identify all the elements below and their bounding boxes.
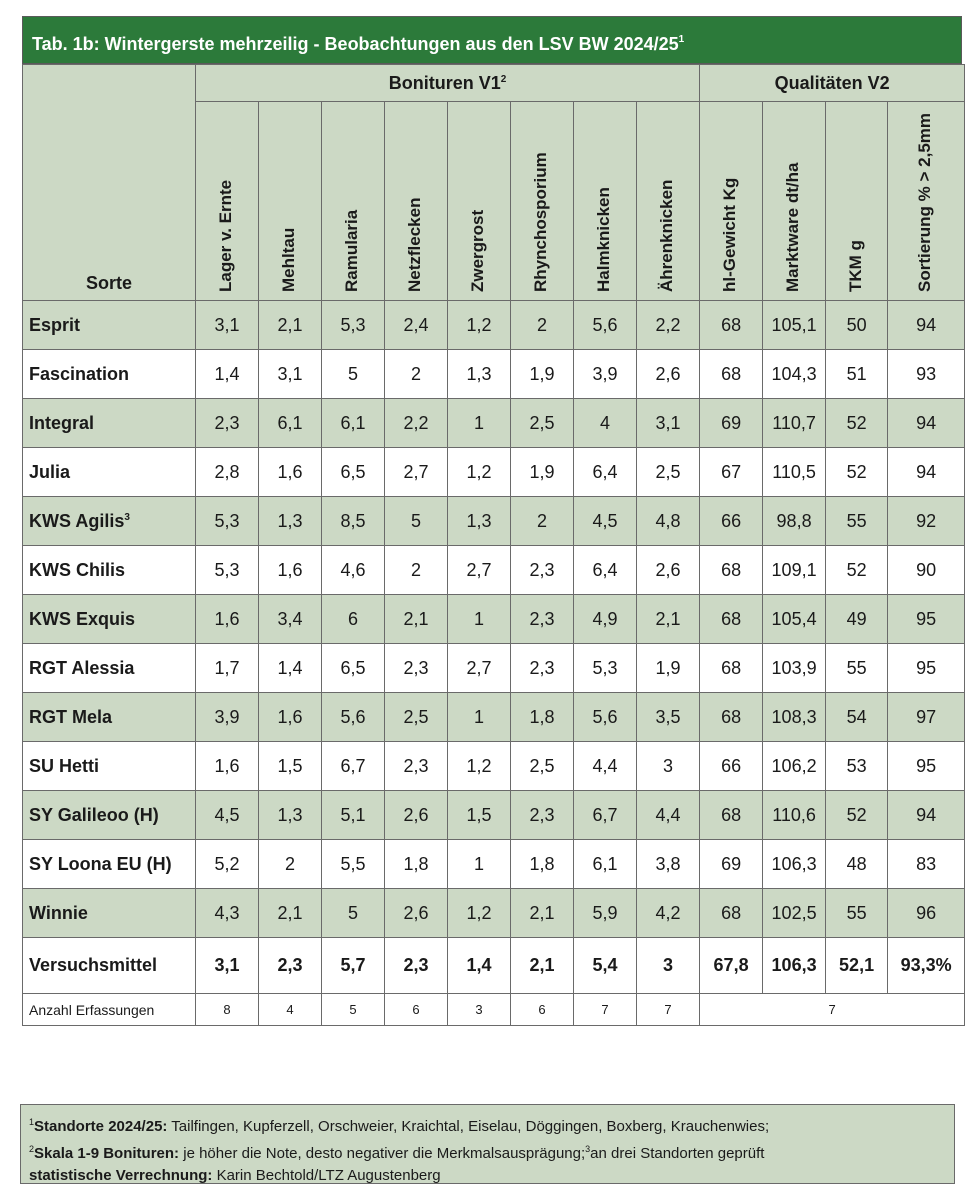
table-cell: 5: [322, 889, 385, 938]
count-cell: 4: [259, 994, 322, 1026]
variety-name: RGT Alessia: [23, 644, 196, 693]
column-header-zwergrost: [448, 102, 511, 301]
mean-cell: 3,1: [196, 938, 259, 994]
count-cell: 7: [637, 994, 700, 1026]
table-cell: 55: [826, 889, 888, 938]
table-cell: 68: [700, 693, 763, 742]
table-cell: 2,3: [385, 644, 448, 693]
footnote-text-standorte: Tailfingen, Kupferzell, Orschweier, Kraichtal, Eiselau, Döggingen, Boxberg, Krauchenwies;: [167, 1118, 770, 1135]
table-cell: 6,5: [322, 644, 385, 693]
table-cell: 68: [700, 350, 763, 399]
column-header-ramularia: [322, 102, 385, 301]
table-cell: 2,6: [385, 791, 448, 840]
table-cell: 2,4: [385, 301, 448, 350]
table-row: [23, 840, 965, 889]
table-cell: 1: [448, 399, 511, 448]
footnote-marker-2: 2: [29, 1144, 35, 1154]
table-cell: 95: [888, 595, 965, 644]
table-cell: 3,9: [574, 350, 637, 399]
table-cell: 52: [826, 791, 888, 840]
variety-name: KWS Chilis: [23, 546, 196, 595]
table-cell: 94: [888, 301, 965, 350]
footnote-label-statistik: statistische Verrechnung:: [29, 1167, 213, 1184]
table-cell: 68: [700, 301, 763, 350]
table-cell: 90: [888, 546, 965, 595]
table-row: [23, 399, 965, 448]
column-header-rhynchosporium: [511, 102, 574, 301]
table-cell: 2,3: [511, 644, 574, 693]
mean-label: Versuchsmittel: [23, 938, 196, 994]
table-body: [23, 301, 965, 1026]
table-row: [23, 546, 965, 595]
count-cell: 5: [322, 994, 385, 1026]
variety-name: Julia: [23, 448, 196, 497]
table-cell: 1,9: [637, 644, 700, 693]
table-cell: 6,5: [322, 448, 385, 497]
table-cell: 1,8: [385, 840, 448, 889]
table-cell: 5,9: [574, 889, 637, 938]
table-cell: 2,1: [637, 595, 700, 644]
table-cell: 2,3: [196, 399, 259, 448]
column-header-text: Lager v. Ernte: [216, 179, 235, 292]
table-cell: 110,5: [763, 448, 826, 497]
table-cell: 2,2: [637, 301, 700, 350]
table-cell: 4,8: [637, 497, 700, 546]
table-cell: 2: [511, 497, 574, 546]
table-cell: 96: [888, 889, 965, 938]
column-header-text: Halmknicken: [594, 187, 613, 292]
table-cell: 110,6: [763, 791, 826, 840]
table-cell: 93: [888, 350, 965, 399]
table-row: [23, 693, 965, 742]
table-cell: 66: [700, 742, 763, 791]
table-cell: 2,6: [637, 546, 700, 595]
table-cell: 3,8: [637, 840, 700, 889]
table-cell: 1,6: [259, 693, 322, 742]
column-header-marktware: [763, 102, 826, 301]
table-cell: 1,3: [448, 497, 511, 546]
table-title: [22, 16, 962, 64]
table-cell: 6,4: [574, 448, 637, 497]
table-cell: 1,9: [511, 350, 574, 399]
table-cell: 105,1: [763, 301, 826, 350]
variety-name-text: KWS Agilis: [29, 510, 125, 531]
table-cell: 6: [322, 595, 385, 644]
table-cell: 3: [637, 742, 700, 791]
table-row: [23, 497, 965, 546]
table-cell: 4,4: [637, 791, 700, 840]
table-row: [23, 889, 965, 938]
table-cell: 2,7: [448, 644, 511, 693]
table-cell: 4,4: [574, 742, 637, 791]
variety-name: Fascination: [23, 350, 196, 399]
table-cell: 95: [888, 742, 965, 791]
table-cell: 2,1: [385, 595, 448, 644]
table-cell: 69: [700, 399, 763, 448]
table-cell: 4: [574, 399, 637, 448]
variety-footnote-marker: 3: [124, 511, 130, 523]
table-cell: 2,7: [448, 546, 511, 595]
observations-table: [22, 64, 965, 1026]
table-cell: 2,5: [637, 448, 700, 497]
table-cell: 2,8: [196, 448, 259, 497]
table-cell: 5,1: [322, 791, 385, 840]
table-cell: 1,6: [196, 595, 259, 644]
count-cell: 3: [448, 994, 511, 1026]
table-cell: 2,1: [511, 889, 574, 938]
column-header-text: Ährenknicken: [657, 179, 677, 292]
table-cell: 1,8: [511, 840, 574, 889]
table-cell: 2,3: [511, 595, 574, 644]
table-cell: 50: [826, 301, 888, 350]
mean-cell: 2,3: [259, 938, 322, 994]
table-cell: 6,7: [574, 791, 637, 840]
table-cell: 2: [259, 840, 322, 889]
table-cell: 3,5: [637, 693, 700, 742]
table-cell: 6,1: [322, 399, 385, 448]
table-cell: 69: [700, 840, 763, 889]
column-header-halmknicken: [574, 102, 637, 301]
mean-cell: 1,4: [448, 938, 511, 994]
table-cell: 1,3: [259, 497, 322, 546]
table-cell: 68: [700, 889, 763, 938]
table-cell: 4,2: [637, 889, 700, 938]
variety-name: SU Hetti: [23, 742, 196, 791]
table-cell: 6,1: [574, 840, 637, 889]
table-cell: 6,1: [259, 399, 322, 448]
table-cell: 83: [888, 840, 965, 889]
table-cell: 4,6: [322, 546, 385, 595]
column-header-text: Ramularia: [342, 209, 361, 292]
footnote-label-skala: Skala 1-9 Bonituren:: [34, 1145, 180, 1162]
table-cell: 68: [700, 791, 763, 840]
table-cell: 2,3: [511, 546, 574, 595]
count-cell: 6: [385, 994, 448, 1026]
table-cell: 68: [700, 644, 763, 693]
count-row: [23, 994, 965, 1026]
table-cell: 1,9: [511, 448, 574, 497]
table-cell: 5,6: [574, 693, 637, 742]
variety-name: [23, 497, 196, 546]
column-header-text: hl-Gewicht Kg: [720, 177, 740, 292]
count-label: Anzahl Erfassungen: [23, 994, 196, 1026]
table-cell: 94: [888, 791, 965, 840]
table-cell: 2,2: [385, 399, 448, 448]
table-cell: 2,1: [259, 301, 322, 350]
table-cell: 3,1: [259, 350, 322, 399]
mean-cell: 52,1: [826, 938, 888, 994]
column-header-text: Sortierung % > 2,5mm: [915, 112, 935, 292]
table-cell: 5,3: [196, 497, 259, 546]
footnote-marker-3: 3: [585, 1144, 591, 1154]
group-header-bonituren-text: Bonituren V1: [388, 72, 501, 93]
table-cell: 1,6: [259, 546, 322, 595]
table-cell: 102,5: [763, 889, 826, 938]
variety-name: SY Loona EU (H): [23, 840, 196, 889]
count-cell: 8: [196, 994, 259, 1026]
count-cell-quality: 7: [700, 994, 965, 1026]
table-cell: 5,5: [322, 840, 385, 889]
table-cell: 1,6: [196, 742, 259, 791]
table-row: [23, 350, 965, 399]
mean-cell: 5,7: [322, 938, 385, 994]
mean-cell: 2,1: [511, 938, 574, 994]
table-cell: 1,2: [448, 301, 511, 350]
table-cell: 5,6: [322, 693, 385, 742]
table-cell: 3,4: [259, 595, 322, 644]
table-cell: 49: [826, 595, 888, 644]
table-cell: 52: [826, 546, 888, 595]
table-cell: 95: [888, 644, 965, 693]
table-row: [23, 301, 965, 350]
table-cell: 3,1: [196, 301, 259, 350]
table-cell: 1,4: [196, 350, 259, 399]
count-cell: 7: [574, 994, 637, 1026]
column-header-text: Zwergrost: [468, 209, 487, 292]
table-cell: 1,8: [511, 693, 574, 742]
footnote-text-skala: je höher die Note, desto negativer die Merkmalsausprägung;: [179, 1145, 586, 1162]
table-cell: 6,4: [574, 546, 637, 595]
table-cell: 5: [322, 350, 385, 399]
table-cell: 105,4: [763, 595, 826, 644]
table-cell: 8,5: [322, 497, 385, 546]
table-cell: 2,5: [385, 693, 448, 742]
column-header-lager: [196, 102, 259, 301]
table-cell: 104,3: [763, 350, 826, 399]
table-row: [23, 791, 965, 840]
mean-cell: 93,3%: [888, 938, 965, 994]
table-cell: 106,3: [763, 840, 826, 889]
table-cell: 1,7: [196, 644, 259, 693]
column-header-hl-gewicht: [700, 102, 763, 301]
column-header-aehrenknicken: [637, 102, 700, 301]
variety-name: Esprit: [23, 301, 196, 350]
table-cell: 51: [826, 350, 888, 399]
table-cell: 1,5: [448, 791, 511, 840]
mean-cell: 5,4: [574, 938, 637, 994]
table-cell: 2,7: [385, 448, 448, 497]
table-cell: 109,1: [763, 546, 826, 595]
table-cell: 5: [385, 497, 448, 546]
table-cell: 1,2: [448, 742, 511, 791]
column-header-tkm: [826, 102, 888, 301]
table-cell: 1,6: [259, 448, 322, 497]
table-cell: 52: [826, 448, 888, 497]
table-cell: 92: [888, 497, 965, 546]
count-cell: 6: [511, 994, 574, 1026]
column-header-sortierung: [888, 102, 965, 301]
table-cell: 55: [826, 644, 888, 693]
table-cell: 97: [888, 693, 965, 742]
table-cell: 2: [385, 546, 448, 595]
table-title-text: Tab. 1b: Wintergerste mehrzeilig - Beobachtungen aus den LSV BW 2024/25: [32, 34, 679, 54]
table-cell: 67: [700, 448, 763, 497]
column-header-text: TKM g: [845, 240, 865, 292]
table-cell: 94: [888, 448, 965, 497]
table-cell: 1,5: [259, 742, 322, 791]
variety-name: Winnie: [23, 889, 196, 938]
column-header-text: Marktware dt/ha: [783, 162, 803, 292]
table-cell: 5,6: [574, 301, 637, 350]
table-cell: 54: [826, 693, 888, 742]
table-cell: 52: [826, 399, 888, 448]
table-cell: 1: [448, 693, 511, 742]
mean-row: [23, 938, 965, 994]
table-cell: 48: [826, 840, 888, 889]
table-cell: 3,9: [196, 693, 259, 742]
table-cell: 1,2: [448, 448, 511, 497]
table-cell: 2,5: [511, 399, 574, 448]
group-header-qualitaeten: Qualitäten V2: [700, 65, 965, 102]
table-cell: 1,4: [259, 644, 322, 693]
table-cell: 4,5: [574, 497, 637, 546]
table-cell: 2: [385, 350, 448, 399]
footnote-box: [20, 1104, 955, 1184]
table-row: [23, 742, 965, 791]
table-cell: 2: [511, 301, 574, 350]
table-cell: 110,7: [763, 399, 826, 448]
table-cell: 53: [826, 742, 888, 791]
column-header-text: Mehltau: [279, 227, 298, 292]
table-cell: 4,9: [574, 595, 637, 644]
mean-cell: 3: [637, 938, 700, 994]
group-header-bonituren: [196, 65, 700, 102]
footnote-text-statistik: Karin Bechtold/LTZ Augustenberg: [212, 1167, 441, 1184]
table-cell: 1: [448, 840, 511, 889]
column-header-sorte: Sorte: [23, 65, 196, 301]
table-cell: 2,6: [637, 350, 700, 399]
table-row: [23, 644, 965, 693]
table-cell: 5,2: [196, 840, 259, 889]
table-cell: 55: [826, 497, 888, 546]
table-row: [23, 595, 965, 644]
table-cell: 66: [700, 497, 763, 546]
table-cell: 4,3: [196, 889, 259, 938]
table-cell: 2,3: [385, 742, 448, 791]
table-cell: 2,6: [385, 889, 448, 938]
table-cell: 1,3: [259, 791, 322, 840]
column-header-mehltau: [259, 102, 322, 301]
table-cell: 106,2: [763, 742, 826, 791]
table-cell: 2,3: [511, 791, 574, 840]
table-cell: 4,5: [196, 791, 259, 840]
table-cell: 1,2: [448, 889, 511, 938]
table-row: [23, 448, 965, 497]
table-cell: 94: [888, 399, 965, 448]
table-cell: 103,9: [763, 644, 826, 693]
footnote-line-1: [29, 1111, 946, 1138]
table-cell: 3,1: [637, 399, 700, 448]
table-cell: 5,3: [196, 546, 259, 595]
group-header-row: [23, 65, 965, 102]
table-cell: 1,3: [448, 350, 511, 399]
table-cell: 108,3: [763, 693, 826, 742]
mean-cell: 67,8: [700, 938, 763, 994]
column-header-netzflecken: [385, 102, 448, 301]
variety-name: SY Galileoo (H): [23, 791, 196, 840]
footnote-text-standorte-geprueft: an drei Standorten geprüft: [590, 1145, 765, 1162]
footnote-label-standorte: Standorte 2024/25:: [34, 1118, 168, 1135]
mean-cell: 2,3: [385, 938, 448, 994]
table-cell: 5,3: [574, 644, 637, 693]
footnote-line-2: [29, 1138, 946, 1165]
mean-cell: 106,3: [763, 938, 826, 994]
variety-name: Integral: [23, 399, 196, 448]
table-cell: 68: [700, 546, 763, 595]
bonituren-footnote-marker: 2: [500, 73, 507, 85]
table-cell: 68: [700, 595, 763, 644]
table-cell: 1: [448, 595, 511, 644]
table-cell: 2,5: [511, 742, 574, 791]
table-cell: 6,7: [322, 742, 385, 791]
column-header-text: Netzflecken: [405, 197, 424, 292]
table-cell: 5,3: [322, 301, 385, 350]
title-footnote-marker: 1: [678, 34, 685, 45]
footnote-line-3: [29, 1165, 946, 1187]
table-cell: 98,8: [763, 497, 826, 546]
footnote-marker-1: 1: [29, 1117, 35, 1127]
variety-name: RGT Mela: [23, 693, 196, 742]
table-cell: 2,1: [259, 889, 322, 938]
variety-name: KWS Exquis: [23, 595, 196, 644]
column-header-text: Rhynchosporium: [531, 152, 550, 292]
